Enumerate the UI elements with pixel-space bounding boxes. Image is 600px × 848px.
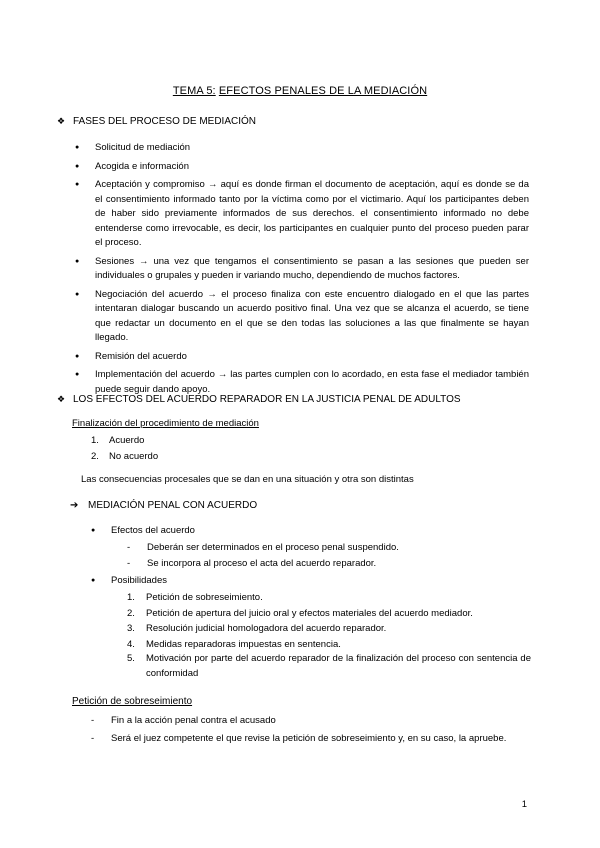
section-heading-text: MEDIACIÓN PENAL CON ACUERDO <box>88 500 258 511</box>
list-item-text: Posibilidades <box>111 575 167 586</box>
list-item <box>127 652 531 681</box>
bullet-icon: ● <box>75 181 80 188</box>
list-item <box>75 178 529 251</box>
diamond-bullet-icon: ❖ <box>57 116 66 126</box>
bullet-icon: ● <box>75 352 80 360</box>
diamond-bullet-icon: ❖ <box>57 394 66 404</box>
sub-heading-sobreseimiento: Petición de sobreseimiento <box>72 696 193 707</box>
section-heading-text: FASES DEL PROCESO DE MEDIACIÓN <box>73 116 257 127</box>
list-item-text: Negociación del acuerdo → el proceso finaliza con este encuentro dialogado en el que las partes intentaran dialogar buscando un acuerdo positivo final. Una vez que se alcanza el acuerdo, se tiene que redactar un documento en el que se den todas las soluciones a las que finalmente se hayan llegado. <box>95 288 529 343</box>
bullet-icon: ● <box>75 162 80 170</box>
sobreseimiento-list <box>91 713 531 746</box>
list-item-text: Acogida e información <box>95 160 189 172</box>
bullet-icon: ● <box>91 577 96 584</box>
dash-marker: - <box>91 715 95 726</box>
title-prefix: TEMA 5: <box>172 85 216 97</box>
effects-label-row <box>91 524 195 539</box>
consequences-note: Las consecuencias procesales que se dan en una situación y otra son distintas <box>81 474 414 485</box>
possibilities-label-row <box>91 574 167 589</box>
possibilities-list <box>127 590 531 681</box>
list-item <box>127 540 507 556</box>
list-item <box>91 449 158 465</box>
list-item-text: Implementación del acuerdo → las partes cumplen con lo acordado, en esta fase el mediador también puede seguir dando apoyo. <box>95 369 529 395</box>
finalizacion-list <box>91 433 158 464</box>
dash-marker: - <box>127 557 131 569</box>
list-item-text: No acuerdo <box>109 450 159 462</box>
list-item <box>127 556 507 572</box>
effects-list <box>127 540 507 571</box>
section-heading-mediacion-acuerdo <box>70 500 257 511</box>
list-item <box>91 574 167 589</box>
sub-heading-finalizacion: Finalización del procedimiento de mediación <box>72 418 259 429</box>
list-item-text: Medidas reparadoras impuestas en sentencia. <box>146 638 341 650</box>
title-main: EFECTOS PENALES DE LA MEDIACIÓN <box>218 85 428 97</box>
list-item <box>91 524 195 539</box>
section-heading-phases <box>57 116 256 127</box>
bullet-icon: ● <box>91 527 96 534</box>
list-item <box>75 350 529 365</box>
list-item <box>127 590 531 606</box>
phases-list <box>75 141 529 397</box>
page-number: 1 <box>521 799 527 810</box>
list-item <box>91 731 531 747</box>
bullet-icon: ● <box>75 257 80 265</box>
list-item <box>127 606 531 622</box>
list-item-text: Será el juez competente el que revise la petición de sobreseimiento y, en su caso, la apruebe. <box>111 732 507 744</box>
list-item <box>127 621 531 637</box>
list-item-text: Sesiones → una vez que tengamos el consentimiento se pasan a las sesiones que pueden ser individuales o grupales y pueden ir variando mucho, dependiendo de muchos factores. <box>95 255 529 281</box>
list-number: 3. <box>127 623 135 634</box>
list-item <box>91 713 531 729</box>
list-item <box>91 433 158 449</box>
list-item-text: Petición de apertura del juicio oral y efectos materiales del acuerdo mediador. <box>146 607 473 619</box>
list-number: 5. <box>127 653 135 664</box>
list-number: 2. <box>91 450 99 462</box>
list-item-text: Petición de sobreseimiento. <box>146 592 263 603</box>
page-title <box>0 85 600 97</box>
list-item-text: Efectos del acuerdo <box>111 525 195 536</box>
section-heading-effects <box>57 394 461 405</box>
list-number: 4. <box>127 638 135 650</box>
list-item <box>75 160 529 175</box>
list-number: 2. <box>127 607 135 619</box>
list-item-text: Aceptación y compromiso → aquí es donde firman el documento de aceptación, aquí es donde se da el consentimiento informado tanto por la víctima como por el victimario. Aquí los participantes deben de haber sido previamente informados de sus derechos. el consentimiento informado no debe entenderse como irrevocable, es decir, los participantes en cualquier punto del proceso pueden parar el proceso. <box>95 179 529 248</box>
list-number: 1. <box>91 435 99 446</box>
list-number: 1. <box>127 592 135 603</box>
arrow-right-icon: ➔ <box>70 500 79 511</box>
dash-marker: - <box>127 542 131 553</box>
list-item <box>75 141 529 156</box>
list-item-text: Motivación por parte del acuerdo reparador de la finalización del proceso con sentencia de conformidad <box>146 653 531 679</box>
list-item <box>127 637 531 653</box>
dash-marker: - <box>91 732 95 744</box>
list-item-text: Fin a la acción penal contra el acusado <box>111 715 276 726</box>
bullet-icon: ● <box>75 290 80 298</box>
list-item <box>75 288 529 346</box>
list-item-text: Se incorpora al proceso el acta del acuerdo reparador. <box>147 557 377 569</box>
list-item <box>75 255 529 284</box>
list-item <box>75 368 529 397</box>
bullet-icon: ● <box>75 144 80 151</box>
list-item-text: Resolución judicial homologadora del acuerdo reparador. <box>146 623 387 634</box>
list-item-text: Deberán ser determinados en el proceso penal suspendido. <box>147 542 399 553</box>
list-item-text: Acuerdo <box>109 435 145 446</box>
list-item-text: Solicitud de mediación <box>95 142 191 153</box>
bullet-icon: ● <box>75 371 80 378</box>
list-item-text: Remisión del acuerdo <box>95 350 187 362</box>
section-heading-text: LOS EFECTOS DEL ACUERDO REPARADOR EN LA JUSTICIA PENAL DE ADULTOS <box>73 394 461 405</box>
